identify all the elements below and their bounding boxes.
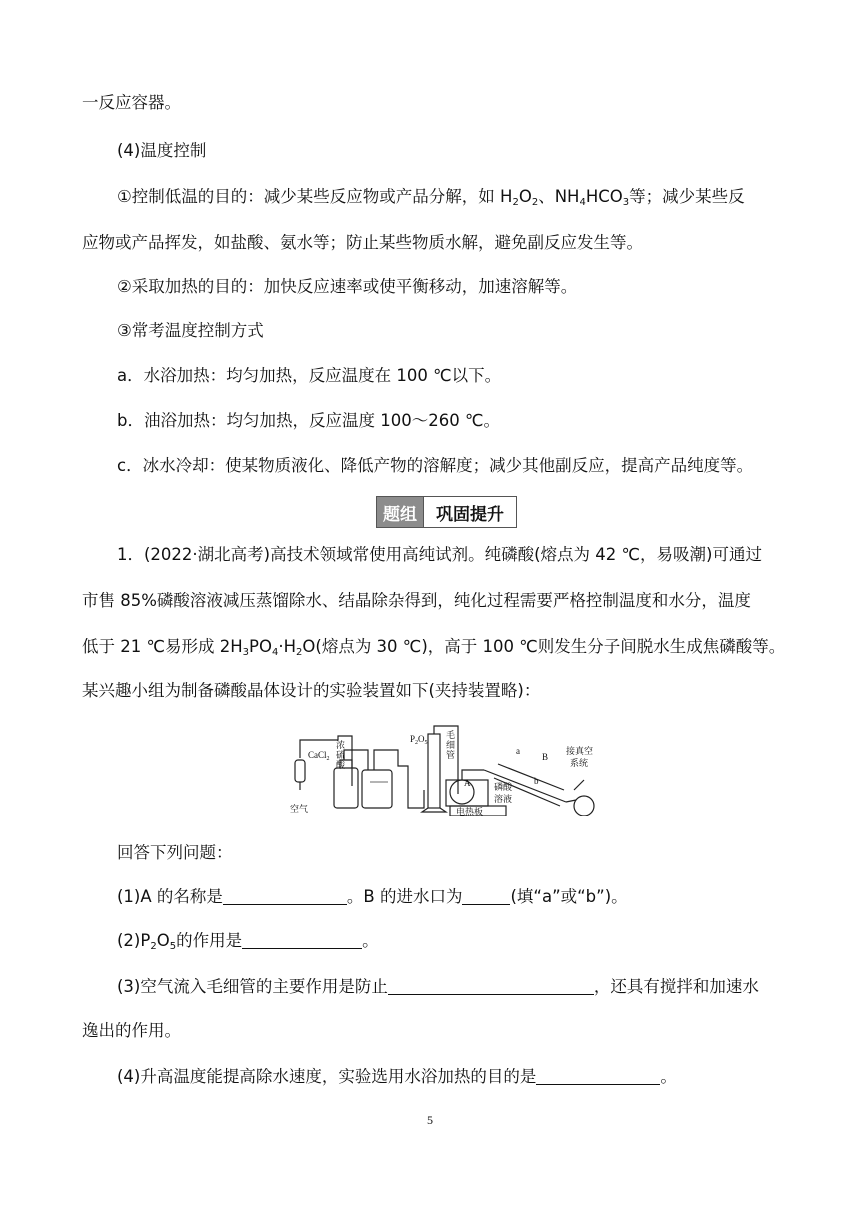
text: 。B 的进水口为 — [346, 887, 463, 906]
text: O(熔点为 30 ℃)，高于 100 ℃则发生分子间脱水生成焦磷酸等。 — [302, 637, 786, 656]
label-heater: 电热板 — [456, 807, 484, 816]
text: 的作用是 — [176, 931, 243, 950]
text-line — [117, 410, 500, 432]
text: 某兴趣小组为制备磷酸晶体设计的实验装置如下(夹持装置略)： — [82, 681, 541, 700]
label-capillary: 毛 — [446, 730, 456, 740]
text: 。 — [362, 931, 379, 950]
label-solution: 溶液 — [494, 794, 513, 804]
subquestion-2 — [117, 930, 379, 952]
question-text — [82, 590, 751, 612]
text: (4)升高温度能提高除水速度，实验选用水浴加热的目的是 — [117, 1067, 537, 1086]
vacuum-line — [574, 780, 584, 790]
text: 等；减少某些反 — [629, 187, 745, 206]
text: b．油浴加热：均匀加热，反应温度 100～260 ℃。 — [117, 411, 500, 430]
badge-right: 巩固提升 — [423, 497, 516, 527]
text-line — [117, 276, 577, 298]
text-line — [117, 186, 745, 208]
text: a．水浴加热：均匀加热，反应温度在 100 ℃以下。 — [117, 366, 502, 385]
subscript: 5 — [169, 941, 177, 952]
text: ，还具有搅拌和加速水 — [593, 977, 759, 996]
subquestion-1 — [117, 886, 628, 908]
question-text — [82, 636, 785, 658]
page-number: 5 — [427, 1113, 433, 1127]
text: (3)空气流入毛细管的主要作用是防止 — [117, 977, 388, 996]
text: HCO — [585, 187, 623, 206]
subquestion-4 — [117, 1066, 677, 1088]
label-air: 空气 — [290, 804, 309, 814]
receiving-flask — [574, 796, 594, 816]
text: 。 — [660, 1067, 677, 1086]
label-capillary: 细 — [446, 740, 456, 750]
subscript: 4 — [271, 647, 279, 658]
answer-blank[interactable] — [388, 978, 594, 995]
label-vacuum: 接真空 — [566, 746, 594, 756]
bottle-1 — [334, 768, 358, 808]
tube-path — [374, 750, 424, 808]
subquestion-3 — [117, 976, 759, 998]
section-heading — [117, 140, 206, 162]
svg-text:CaCl2: CaCl$_2$ — [308, 750, 330, 762]
text: c．冰水冷却：使某物质液化、降低产物的溶解度；减少其他副反应，提高产品纯度等。 — [117, 456, 754, 475]
answer-blank[interactable] — [223, 888, 347, 905]
text: ·H — [278, 637, 297, 656]
text: 、NH — [538, 187, 580, 206]
text: 回答下列问题： — [117, 843, 233, 862]
text-line — [117, 455, 753, 477]
text: 一反应容器。 — [82, 93, 181, 112]
text-line — [82, 92, 181, 114]
text: (1)A 的名称是 — [117, 887, 223, 906]
answer-blank[interactable] — [242, 932, 362, 949]
bottle-2 — [362, 770, 392, 808]
svg-text:P2O5: $P_2O_5$ — [410, 734, 428, 746]
label-vacuum: 系统 — [570, 758, 589, 768]
text-line — [82, 1020, 181, 1042]
text: (2)P — [117, 931, 151, 950]
label-acid: 酸 — [336, 760, 346, 770]
text: 市售 85%磷酸溶液减压蒸馏除水、结晶除杂得到，纯化过程需要严格控制温度和水分，温度 — [82, 591, 751, 610]
label-solution: 磷酸 — [494, 782, 513, 792]
text: (填“a”或“b”)。 — [510, 887, 628, 906]
badge-left: 题组 — [377, 497, 423, 527]
text-line — [117, 320, 264, 342]
section-badge — [376, 496, 517, 528]
text-line — [82, 232, 643, 254]
text: 逸出的作用。 — [82, 1021, 181, 1040]
label-acid: 硫 — [336, 750, 346, 760]
label-capillary: 管 — [446, 750, 456, 760]
answer-blank[interactable] — [462, 888, 510, 905]
subscript: 2 — [296, 647, 303, 658]
label-b: B — [542, 752, 549, 762]
label-a: A — [464, 778, 471, 788]
text: (4)温度控制 — [117, 141, 207, 160]
label-acid: 浓 — [336, 740, 346, 750]
label-a-small: a — [516, 746, 520, 756]
answer-blank[interactable] — [536, 1068, 660, 1085]
subscript: 2 — [531, 197, 539, 208]
text: O — [518, 187, 532, 206]
drying-tube — [295, 760, 305, 782]
question-text — [117, 544, 762, 566]
subscript: 2 — [512, 197, 519, 208]
text: 应物或产品挥发，如盐酸、氨水等；防止某些物质水解，避免副反应发生等。 — [82, 233, 643, 252]
p2o5-column — [428, 734, 440, 808]
text: O — [156, 931, 170, 950]
label-b-small: b — [534, 776, 539, 786]
text-line — [117, 842, 233, 864]
text: 1．(2022·湖北高考)高技术领域常使用高纯试剂。纯磷酸(熔点为 42 ℃，易吸潮)可通过 — [117, 545, 762, 564]
subscript: 2 — [150, 941, 157, 952]
text: 低于 21 ℃易形成 2H — [82, 637, 243, 656]
subscript: 3 — [622, 197, 630, 208]
text: ①控制低温的目的：减少某些反应物或产品分解，如 H — [117, 187, 513, 206]
subscript: 3 — [242, 647, 250, 658]
text-line — [117, 365, 501, 387]
question-text — [82, 680, 540, 702]
apparatus-diagram — [288, 720, 612, 816]
text: PO — [249, 637, 272, 656]
text: ②采取加热的目的：加快反应速率或使平衡移动，加速溶解等。 — [117, 277, 578, 296]
subscript: 4 — [579, 197, 586, 208]
text: ③常考温度控制方式 — [117, 321, 264, 340]
